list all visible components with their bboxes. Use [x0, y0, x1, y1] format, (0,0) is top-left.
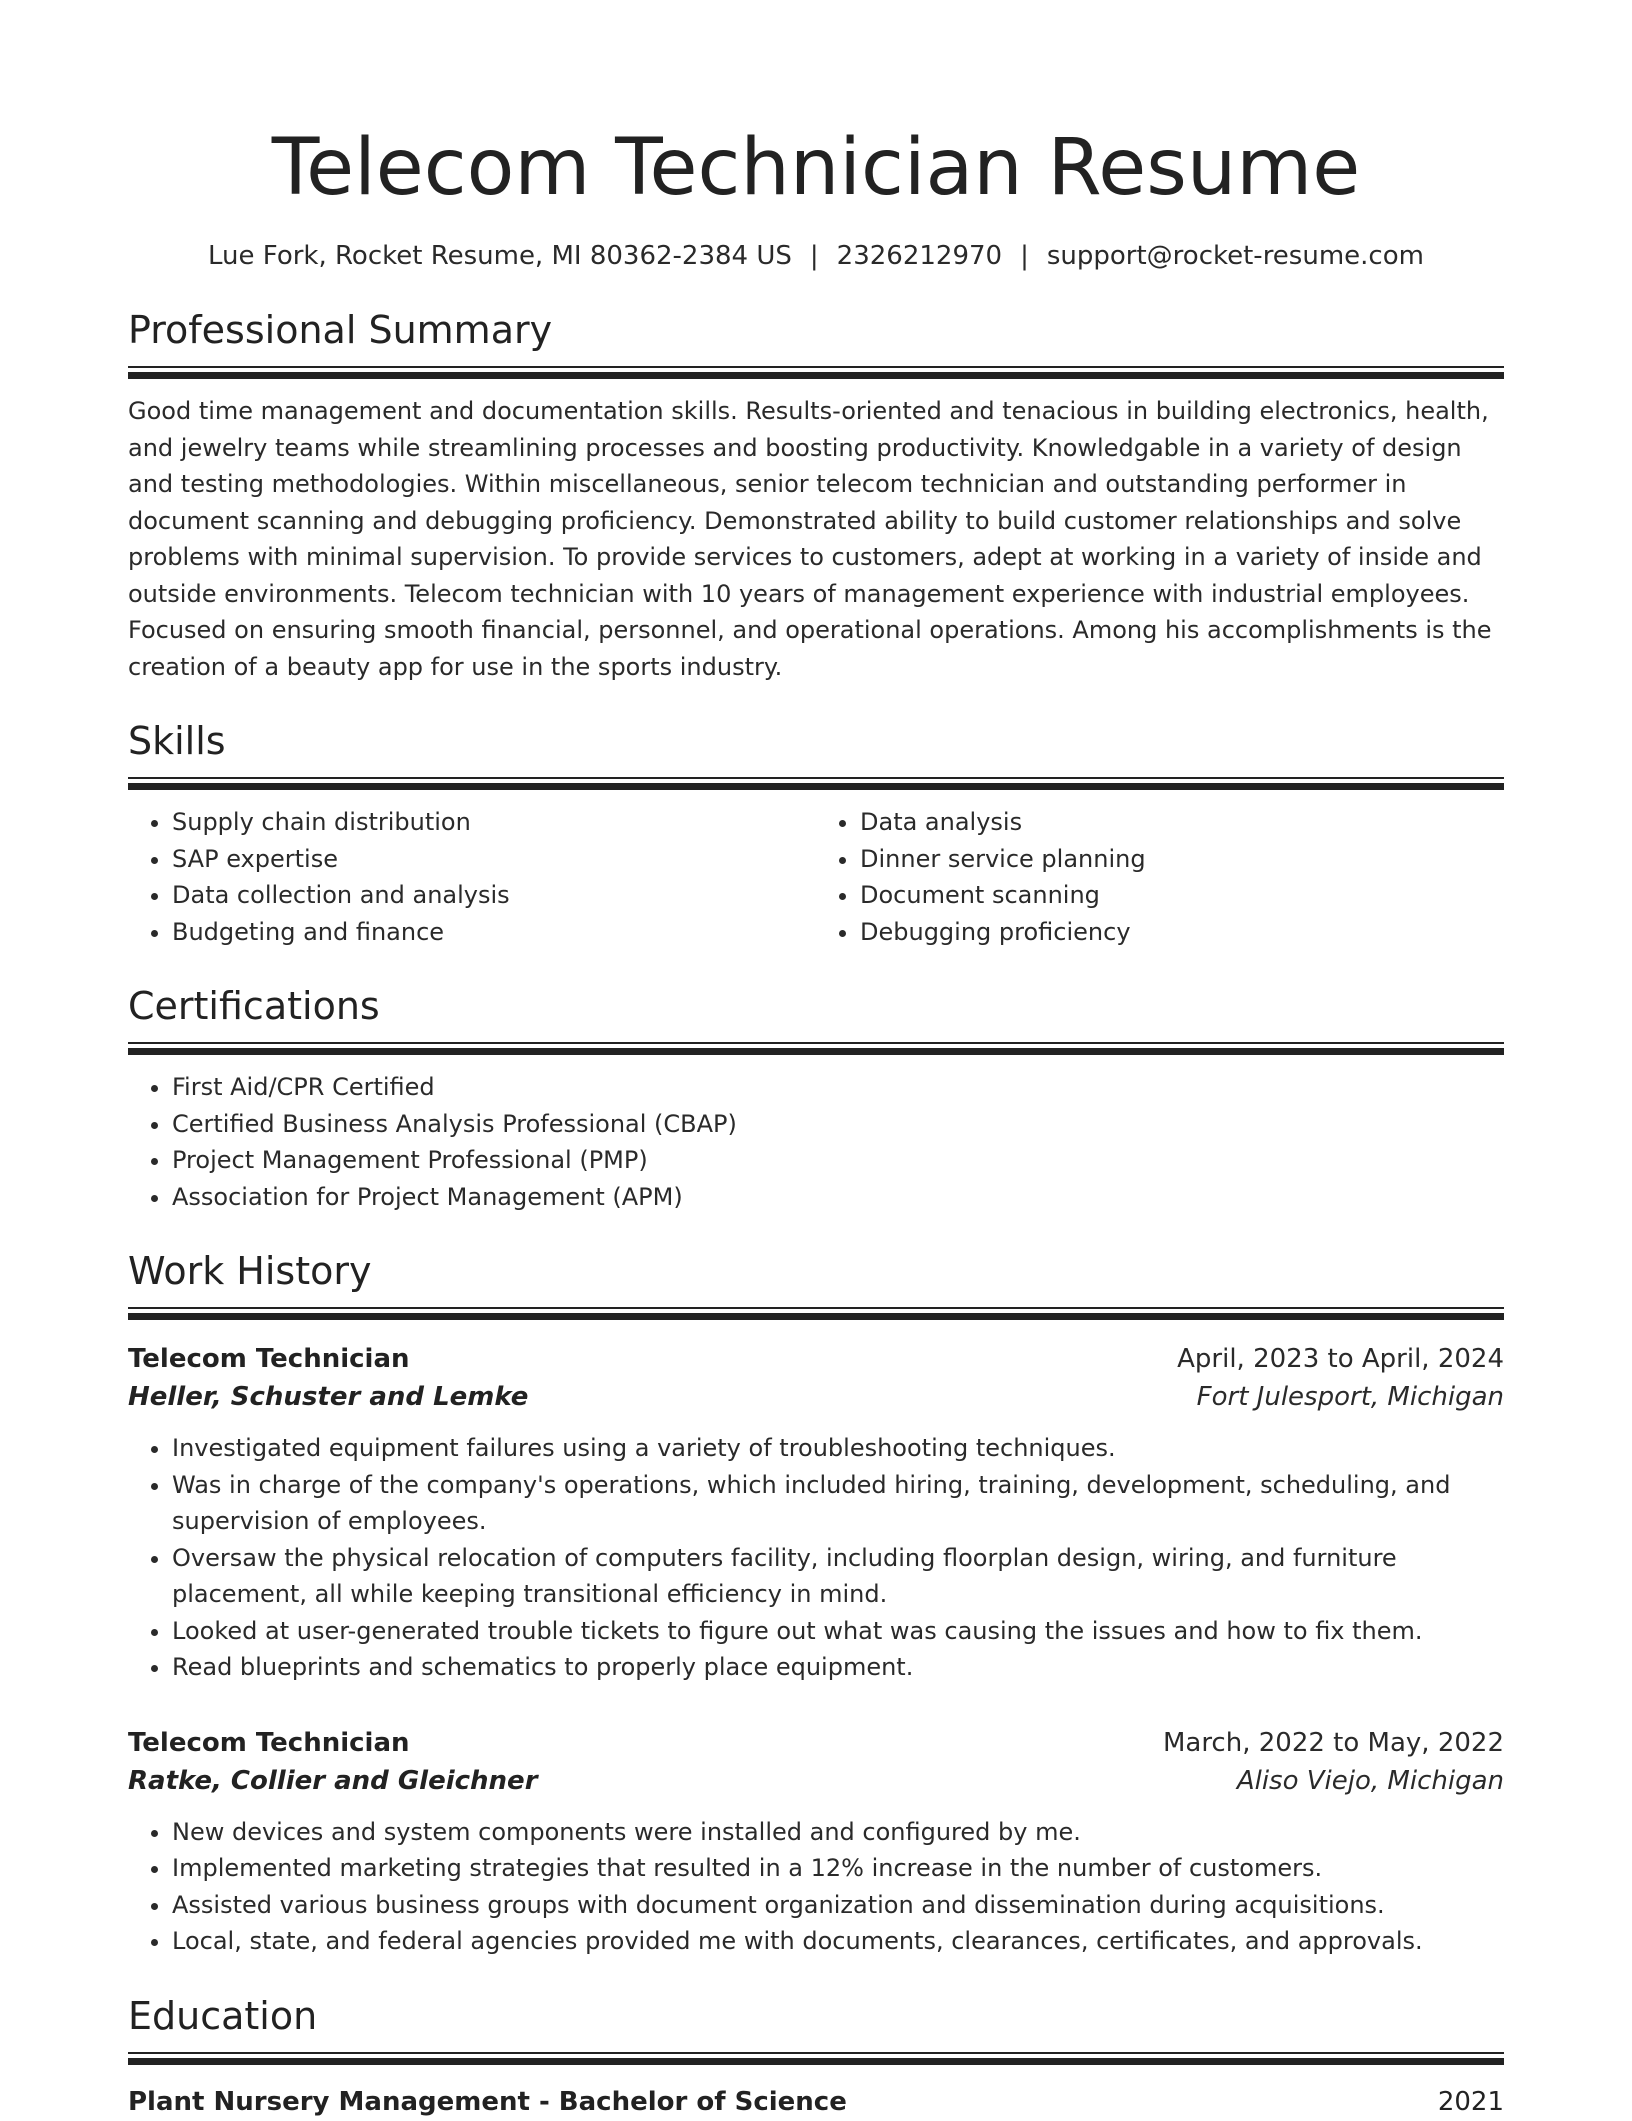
certifications-heading: Certifications: [128, 984, 380, 1028]
job-bullet: • Oversaw the physical relocation of computers facility, including floorplan design, wiring, and furniture placement, all while keeping transitional efficiency in mind.: [172, 1540, 1504, 1613]
certification-item: • Association for Project Management (APM): [172, 1179, 1504, 1216]
contact-line: [128, 238, 1504, 274]
section-divider: [128, 777, 1504, 790]
job-bullet: • Read blueprints and schematics to properly place equipment.: [172, 1649, 1504, 1686]
education-year: 2021: [1437, 2086, 1504, 2117]
section-divider: [128, 1307, 1504, 1320]
education-degree: Plant Nursery Management - Bachelor of Science: [128, 2086, 847, 2117]
job-bullet: • Was in charge of the company's operations, which included hiring, training, development, scheduling, and supervision of employees.: [172, 1467, 1504, 1540]
job-bullet: • Implemented marketing strategies that resulted in a 12% increase in the number of customers.: [172, 1850, 1504, 1887]
education-entry: [128, 2083, 1504, 2121]
section-divider: [128, 366, 1504, 379]
skill-item: • Data analysis: [860, 804, 1504, 841]
certification-item: • Project Management Professional (PMP): [172, 1142, 1504, 1179]
skill-item: • Dinner service planning: [860, 841, 1504, 878]
job-bullet: • New devices and system components were installed and configured by me.: [172, 1814, 1504, 1851]
certifications-list: [128, 1069, 1504, 1215]
summary-text: Good time management and documentation skills. Results-oriented and tenacious in building electronics, health, and jewelry teams while streamlining processes and boosting productivity. Knowledgable in a variety of design and testing methodologies. Within miscellaneous, senior telecom technician and outstanding performer in document scanning and debugging proficiency. Demonstrated ability to build customer relationships and solve problems with minimal supervision. To provide services to customers, adept at working in a variety of inside and outside environments. Telecom technician with 10 years of management experience with industrial employees. Focused on ensuring smooth financial, personnel, and operational operations. Among his accomplishments is the creation of a beauty app for use in the sports industry.: [128, 397, 1492, 681]
skill-item: • SAP expertise: [172, 841, 816, 878]
work-history-heading: Work History: [128, 1249, 372, 1293]
skill-item: • Supply chain distribution: [172, 804, 816, 841]
contact-email: support@rocket-resume.com: [1046, 241, 1424, 271]
contact-separator: |: [809, 241, 819, 271]
job-title: Telecom Technician: [128, 1727, 410, 1758]
skills-grid: [128, 790, 1504, 950]
education-section: [128, 1992, 1504, 2121]
job-dates: March, 2022 to May, 2022: [1162, 1727, 1504, 1758]
job-subheader-row: [128, 1378, 1504, 1416]
contact-address: Lue Fork, Rocket Resume, MI 80362-2384 US: [208, 241, 792, 271]
skills-list-right: [816, 804, 1504, 950]
section-divider: [128, 1042, 1504, 1055]
job-location: Aliso Viejo, Michigan: [1236, 1765, 1504, 1796]
skills-heading: Skills: [128, 719, 226, 763]
job-company: Ratke, Collier and Gleichner: [128, 1765, 538, 1796]
contact-separator: |: [1020, 241, 1029, 271]
contact-phone: 2326212970: [836, 241, 1003, 271]
job-entry: [128, 1724, 1504, 1960]
job-bullets: [128, 1814, 1504, 1960]
work-history-section: [128, 1247, 1504, 1960]
certifications-section: [128, 982, 1504, 1215]
skill-item: • Data collection and analysis: [172, 877, 816, 914]
certification-item: • First Aid/CPR Certified: [172, 1069, 1504, 1106]
job-header-row: [128, 1340, 1504, 1378]
job-subheader-row: [128, 1762, 1504, 1800]
section-divider: [128, 2052, 1504, 2065]
job-bullet: • Investigated equipment failures using a variety of troubleshooting techniques.: [172, 1430, 1504, 1467]
certification-item: • Certified Business Analysis Professional (CBAP): [172, 1106, 1504, 1143]
job-header-row: [128, 1724, 1504, 1762]
skills-section: [128, 717, 1504, 950]
skills-list-left: [128, 804, 816, 950]
summary-section: [128, 306, 1504, 685]
job-bullet: • Looked at user-generated trouble tickets to figure out what was causing the issues and how to fix them.: [172, 1613, 1504, 1650]
education-heading: Education: [128, 1993, 318, 2038]
job-bullets: [128, 1430, 1504, 1686]
job-location: Fort Julesport, Michigan: [1196, 1382, 1504, 1412]
summary-heading: Professional Summary: [128, 308, 553, 352]
job-bullet: • Local, state, and federal agencies provided me with documents, clearances, certificates, and approvals.: [172, 1923, 1504, 1960]
job-title: Telecom Technician: [128, 1344, 410, 1374]
skill-item: • Document scanning: [860, 877, 1504, 914]
job-bullet: • Assisted various business groups with document organization and dissemination during acquisitions.: [172, 1887, 1504, 1924]
skill-item: • Debugging proficiency: [860, 914, 1504, 951]
skill-item: • Budgeting and finance: [172, 914, 816, 951]
job-company: Heller, Schuster and Lemke: [128, 1382, 529, 1412]
job-dates: April, 2023 to April, 2024: [1177, 1344, 1504, 1374]
job-entry: [128, 1340, 1504, 1686]
resume-title: Telecom Technician Resume: [271, 123, 1361, 213]
